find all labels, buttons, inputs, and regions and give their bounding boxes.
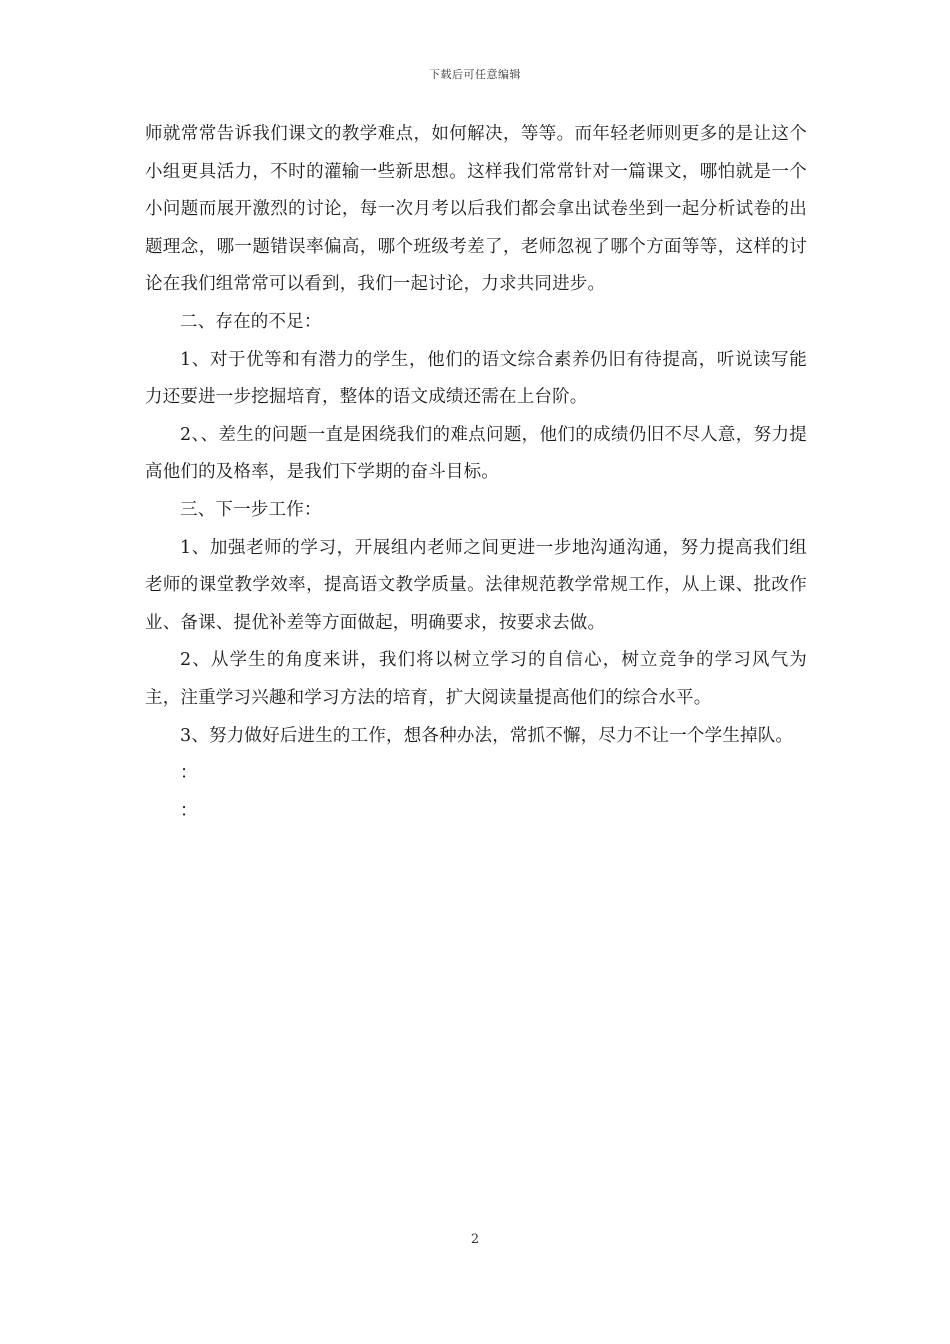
colon-line-2: ： [180, 800, 198, 821]
paragraph-next-step-1: 1、加强老师的学习，开展组内老师之间更进一步地沟通沟通，努力提高我们组老师的课堂教学效率，提高语文教学质量。法律规范教学常规工作，从上课、批改作业、备课、提优补差等方面做起，明确要求，按要求去做。 [145, 537, 807, 633]
page-number: 2 [470, 1232, 480, 1247]
paragraph-shortcoming-1: 1、对于优等和有潜力的学生，他们的语文综合素养仍旧有待提高，听说读写能力还要进一步挖掘培育，整体的语文成绩还需在上台阶。 [145, 349, 807, 408]
page-header: 下载后可任意编辑 [429, 68, 521, 81]
section-heading-shortcomings: 二、存在的不足： [180, 311, 322, 332]
paragraph-continuation: 师就常常告诉我们课文的教学难点，如何解决，等等。而年轻老师则更多的是让这个小组更具活力，不时的灌输一些新思想。这样我们常常针对一篇课文，哪怕就是一个小问题而展开激烈的讨论，每一次月考以后我们都会拿出试卷坐到一起分析试卷的出题理念，哪一题错误率偏高，哪个班级考差了，老师忽视了哪个方面等等，这样的讨论在我们组常常可以看到，我们一起讨论，力求共同进步。 [145, 124, 807, 295]
paragraph-shortcoming-2: 2、、差生的问题一直是困绕我们的难点问题，他们的成绩仍旧不尽人意，努力提高他们的及格率，是我们下学期的奋斗目标。 [145, 424, 807, 483]
paragraph-next-step-3: 3、努力做好后进生的工作，想各种办法，常抓不懈，尽力不让一个学生掉队。 [180, 725, 794, 746]
paragraph-next-step-2: 2、从学生的角度来讲，我们将以树立学习的自信心，树立竞争的学习风气为主，注重学习兴趣和学习方法的培育，扩大阅读量提高他们的综合水平。 [145, 650, 807, 708]
document-body [145, 116, 807, 830]
colon-line-1: ： [180, 763, 198, 784]
section-heading-next-steps: 三、下一步工作： [180, 499, 322, 520]
